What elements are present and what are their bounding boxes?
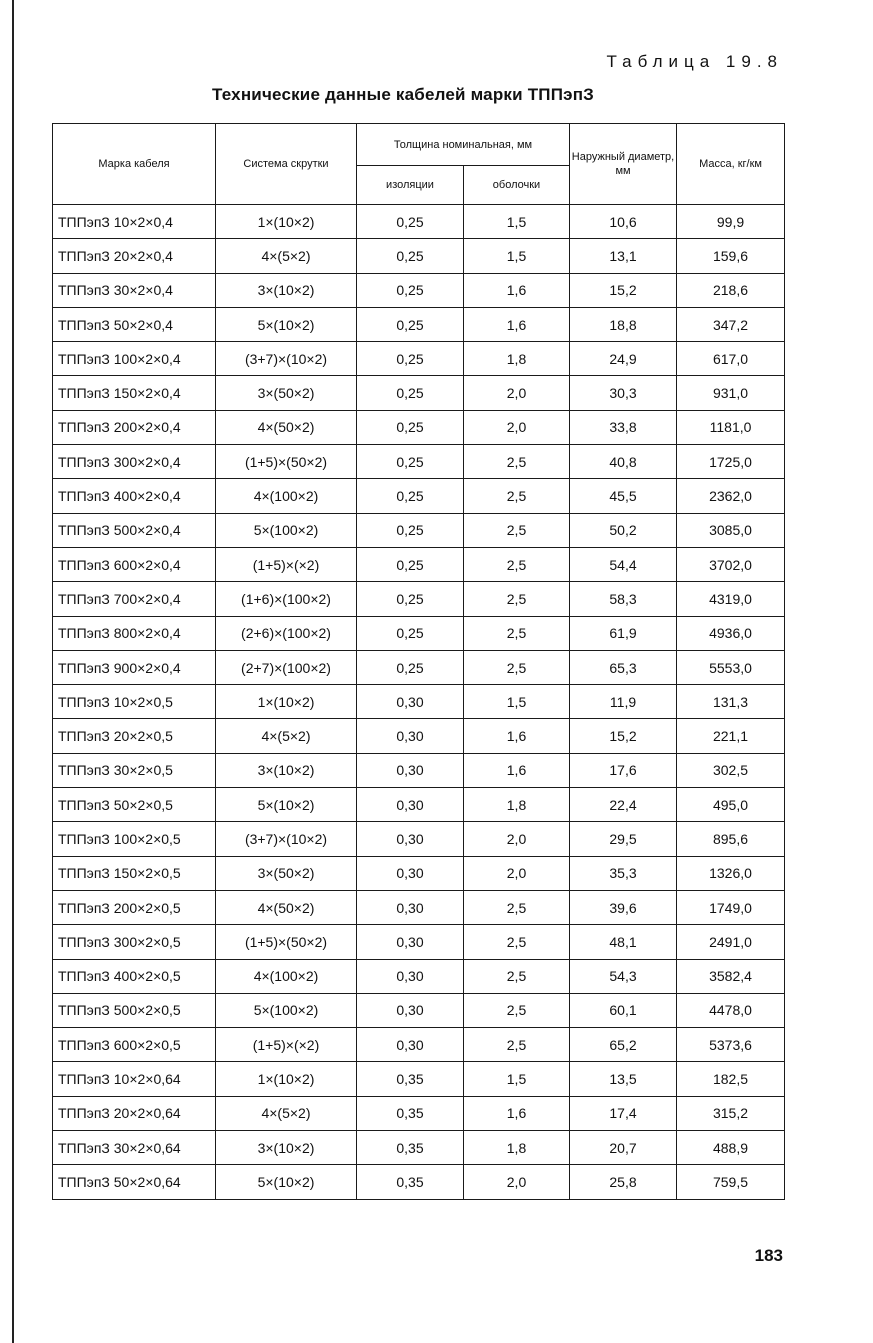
cell-mark: ТППэпЗ 30×2×0,64 bbox=[53, 1131, 216, 1165]
cell-twist-system: (3+7)×(10×2) bbox=[216, 342, 357, 376]
cell-diameter: 22,4 bbox=[570, 788, 677, 822]
cell-diameter: 13,5 bbox=[570, 1062, 677, 1096]
table-body bbox=[53, 205, 785, 1200]
cell-mass: 182,5 bbox=[677, 1062, 785, 1096]
cell-mass: 221,1 bbox=[677, 719, 785, 753]
cell-diameter: 35,3 bbox=[570, 856, 677, 890]
cell-diameter: 65,2 bbox=[570, 1028, 677, 1062]
cell-insulation: 0,30 bbox=[357, 719, 464, 753]
table-row bbox=[53, 685, 785, 719]
cell-sheath: 1,6 bbox=[464, 307, 570, 341]
cell-mass: 159,6 bbox=[677, 239, 785, 273]
table-row bbox=[53, 1096, 785, 1130]
cell-sheath: 2,5 bbox=[464, 890, 570, 924]
table-number-label: Таблица 19.8 bbox=[606, 52, 783, 71]
cell-diameter: 40,8 bbox=[570, 445, 677, 479]
cell-mass: 4319,0 bbox=[677, 582, 785, 616]
cell-diameter: 60,1 bbox=[570, 993, 677, 1027]
cell-mark: ТППэпЗ 100×2×0,5 bbox=[53, 822, 216, 856]
cell-sheath: 1,5 bbox=[464, 1062, 570, 1096]
cell-diameter: 30,3 bbox=[570, 376, 677, 410]
table-row bbox=[53, 753, 785, 787]
cell-diameter: 48,1 bbox=[570, 925, 677, 959]
cell-twist-system: 4×(100×2) bbox=[216, 479, 357, 513]
cell-insulation: 0,30 bbox=[357, 959, 464, 993]
cell-insulation: 0,35 bbox=[357, 1062, 464, 1096]
cell-mass: 218,6 bbox=[677, 273, 785, 307]
cell-mark: ТППэпЗ 500×2×0,4 bbox=[53, 513, 216, 547]
header-mark: Марка кабеля bbox=[53, 124, 216, 205]
table-row bbox=[53, 1062, 785, 1096]
cell-mark: ТППэпЗ 150×2×0,4 bbox=[53, 376, 216, 410]
cell-diameter: 25,8 bbox=[570, 1165, 677, 1199]
page-number: 183 bbox=[754, 1246, 783, 1265]
cell-insulation: 0,25 bbox=[357, 376, 464, 410]
cell-mark: ТППэпЗ 400×2×0,4 bbox=[53, 479, 216, 513]
table-row bbox=[53, 547, 785, 581]
table-title: Технические данные кабелей марки ТППэпЗ bbox=[212, 85, 595, 104]
table-row bbox=[53, 410, 785, 444]
cell-sheath: 2,5 bbox=[464, 993, 570, 1027]
cell-diameter: 17,6 bbox=[570, 753, 677, 787]
cell-mark: ТППэпЗ 200×2×0,4 bbox=[53, 410, 216, 444]
cell-mark: ТППэпЗ 30×2×0,4 bbox=[53, 273, 216, 307]
cell-twist-system: 1×(10×2) bbox=[216, 685, 357, 719]
cell-sheath: 1,6 bbox=[464, 1096, 570, 1130]
table-row bbox=[53, 719, 785, 753]
cell-insulation: 0,25 bbox=[357, 273, 464, 307]
cell-mass: 759,5 bbox=[677, 1165, 785, 1199]
cell-diameter: 54,4 bbox=[570, 547, 677, 581]
table-row bbox=[53, 445, 785, 479]
table-row bbox=[53, 239, 785, 273]
cell-twist-system: (1+5)×(×2) bbox=[216, 547, 357, 581]
cell-mass: 5553,0 bbox=[677, 650, 785, 684]
cell-mark: ТППэпЗ 300×2×0,5 bbox=[53, 925, 216, 959]
cell-twist-system: 4×(100×2) bbox=[216, 959, 357, 993]
table-row bbox=[53, 650, 785, 684]
header-mass: Масса, кг/км bbox=[677, 124, 785, 205]
cell-mark: ТППэпЗ 50×2×0,4 bbox=[53, 307, 216, 341]
cell-mark: ТППэпЗ 10×2×0,64 bbox=[53, 1062, 216, 1096]
cell-sheath: 1,5 bbox=[464, 685, 570, 719]
header-twist-system: Система скрутки bbox=[216, 124, 357, 205]
cell-mark: ТППэпЗ 300×2×0,4 bbox=[53, 445, 216, 479]
cell-insulation: 0,25 bbox=[357, 582, 464, 616]
cell-twist-system: 4×(50×2) bbox=[216, 410, 357, 444]
cell-mass: 3702,0 bbox=[677, 547, 785, 581]
cell-mark: ТППэпЗ 20×2×0,4 bbox=[53, 239, 216, 273]
cell-twist-system: 3×(50×2) bbox=[216, 856, 357, 890]
cell-sheath: 1,5 bbox=[464, 205, 570, 239]
table-row bbox=[53, 959, 785, 993]
cell-diameter: 17,4 bbox=[570, 1096, 677, 1130]
table-row bbox=[53, 788, 785, 822]
cell-diameter: 39,6 bbox=[570, 890, 677, 924]
table-row bbox=[53, 376, 785, 410]
cell-diameter: 15,2 bbox=[570, 719, 677, 753]
cell-insulation: 0,25 bbox=[357, 445, 464, 479]
table-row bbox=[53, 1165, 785, 1199]
cell-mass: 617,0 bbox=[677, 342, 785, 376]
cell-mark: ТППэпЗ 800×2×0,4 bbox=[53, 616, 216, 650]
cell-insulation: 0,25 bbox=[357, 513, 464, 547]
table-row bbox=[53, 513, 785, 547]
table-row bbox=[53, 307, 785, 341]
cell-insulation: 0,30 bbox=[357, 822, 464, 856]
cell-diameter: 10,6 bbox=[570, 205, 677, 239]
cell-mass: 315,2 bbox=[677, 1096, 785, 1130]
cell-twist-system: 3×(10×2) bbox=[216, 753, 357, 787]
cell-twist-system: 1×(10×2) bbox=[216, 1062, 357, 1096]
cell-sheath: 2,5 bbox=[464, 479, 570, 513]
cell-diameter: 54,3 bbox=[570, 959, 677, 993]
table-row bbox=[53, 993, 785, 1027]
table-row bbox=[53, 856, 785, 890]
cell-insulation: 0,30 bbox=[357, 685, 464, 719]
cell-sheath: 2,5 bbox=[464, 959, 570, 993]
cell-sheath: 1,5 bbox=[464, 239, 570, 273]
cell-insulation: 0,25 bbox=[357, 479, 464, 513]
table-row bbox=[53, 925, 785, 959]
cell-sheath: 2,5 bbox=[464, 1028, 570, 1062]
cell-insulation: 0,30 bbox=[357, 1028, 464, 1062]
table-row bbox=[53, 822, 785, 856]
cell-insulation: 0,30 bbox=[357, 925, 464, 959]
cell-twist-system: (1+5)×(50×2) bbox=[216, 445, 357, 479]
cell-insulation: 0,30 bbox=[357, 890, 464, 924]
cell-twist-system: (1+5)×(×2) bbox=[216, 1028, 357, 1062]
cell-diameter: 58,3 bbox=[570, 582, 677, 616]
cell-sheath: 2,5 bbox=[464, 547, 570, 581]
cable-data-table bbox=[52, 123, 785, 1200]
cell-mass: 4478,0 bbox=[677, 993, 785, 1027]
cell-insulation: 0,25 bbox=[357, 342, 464, 376]
cell-twist-system: 5×(10×2) bbox=[216, 1165, 357, 1199]
cell-twist-system: 4×(5×2) bbox=[216, 239, 357, 273]
cell-mass: 495,0 bbox=[677, 788, 785, 822]
cell-twist-system: (3+7)×(10×2) bbox=[216, 822, 357, 856]
cell-insulation: 0,25 bbox=[357, 616, 464, 650]
cell-mark: ТППэпЗ 100×2×0,4 bbox=[53, 342, 216, 376]
cell-mark: ТППэпЗ 400×2×0,5 bbox=[53, 959, 216, 993]
cell-mark: ТППэпЗ 900×2×0,4 bbox=[53, 650, 216, 684]
cell-mass: 99,9 bbox=[677, 205, 785, 239]
cell-diameter: 33,8 bbox=[570, 410, 677, 444]
cell-insulation: 0,25 bbox=[357, 410, 464, 444]
cell-sheath: 1,8 bbox=[464, 788, 570, 822]
cell-insulation: 0,35 bbox=[357, 1096, 464, 1130]
table-row bbox=[53, 1028, 785, 1062]
cell-diameter: 24,9 bbox=[570, 342, 677, 376]
cell-twist-system: (2+6)×(100×2) bbox=[216, 616, 357, 650]
header-outer-diameter: Наружный диаметр, мм bbox=[570, 124, 677, 205]
cell-mass: 2491,0 bbox=[677, 925, 785, 959]
cell-twist-system: 5×(100×2) bbox=[216, 513, 357, 547]
cell-sheath: 1,6 bbox=[464, 753, 570, 787]
cell-diameter: 20,7 bbox=[570, 1131, 677, 1165]
cell-mark: ТППэпЗ 50×2×0,64 bbox=[53, 1165, 216, 1199]
cell-mass: 1749,0 bbox=[677, 890, 785, 924]
cell-insulation: 0,25 bbox=[357, 239, 464, 273]
table-row bbox=[53, 273, 785, 307]
cell-twist-system: (1+5)×(50×2) bbox=[216, 925, 357, 959]
cell-insulation: 0,25 bbox=[357, 307, 464, 341]
cell-mark: ТППэпЗ 700×2×0,4 bbox=[53, 582, 216, 616]
table-row bbox=[53, 342, 785, 376]
cell-sheath: 1,8 bbox=[464, 1131, 570, 1165]
cell-mass: 1326,0 bbox=[677, 856, 785, 890]
cell-mark: ТППэпЗ 30×2×0,5 bbox=[53, 753, 216, 787]
cell-mark: ТППэпЗ 10×2×0,4 bbox=[53, 205, 216, 239]
cell-twist-system: (1+6)×(100×2) bbox=[216, 582, 357, 616]
cell-sheath: 1,8 bbox=[464, 342, 570, 376]
cell-insulation: 0,30 bbox=[357, 856, 464, 890]
cell-mark: ТППэпЗ 150×2×0,5 bbox=[53, 856, 216, 890]
cell-mass: 1181,0 bbox=[677, 410, 785, 444]
cell-diameter: 61,9 bbox=[570, 616, 677, 650]
cell-sheath: 1,6 bbox=[464, 273, 570, 307]
cell-insulation: 0,30 bbox=[357, 788, 464, 822]
cell-mass: 131,3 bbox=[677, 685, 785, 719]
cell-twist-system: 3×(10×2) bbox=[216, 273, 357, 307]
cell-mark: ТППэпЗ 20×2×0,5 bbox=[53, 719, 216, 753]
cell-insulation: 0,30 bbox=[357, 753, 464, 787]
cell-sheath: 2,5 bbox=[464, 925, 570, 959]
cell-twist-system: (2+7)×(100×2) bbox=[216, 650, 357, 684]
cell-diameter: 13,1 bbox=[570, 239, 677, 273]
cell-insulation: 0,25 bbox=[357, 650, 464, 684]
cell-insulation: 0,35 bbox=[357, 1131, 464, 1165]
cell-sheath: 2,5 bbox=[464, 582, 570, 616]
cell-sheath: 1,6 bbox=[464, 719, 570, 753]
cell-insulation: 0,30 bbox=[357, 993, 464, 1027]
cell-mark: ТППэпЗ 600×2×0,4 bbox=[53, 547, 216, 581]
cell-sheath: 2,5 bbox=[464, 513, 570, 547]
cell-diameter: 11,9 bbox=[570, 685, 677, 719]
cell-diameter: 18,8 bbox=[570, 307, 677, 341]
cell-sheath: 2,5 bbox=[464, 445, 570, 479]
cell-mark: ТППэпЗ 50×2×0,5 bbox=[53, 788, 216, 822]
cell-sheath: 2,0 bbox=[464, 376, 570, 410]
table-row bbox=[53, 616, 785, 650]
cell-mark: ТППэпЗ 600×2×0,5 bbox=[53, 1028, 216, 1062]
cell-insulation: 0,35 bbox=[357, 1165, 464, 1199]
cell-insulation: 0,25 bbox=[357, 205, 464, 239]
table-row bbox=[53, 582, 785, 616]
cell-twist-system: 1×(10×2) bbox=[216, 205, 357, 239]
cell-sheath: 2,5 bbox=[464, 616, 570, 650]
cell-mass: 3582,4 bbox=[677, 959, 785, 993]
table-row bbox=[53, 1131, 785, 1165]
cell-twist-system: 3×(10×2) bbox=[216, 1131, 357, 1165]
cell-diameter: 29,5 bbox=[570, 822, 677, 856]
cell-sheath: 2,0 bbox=[464, 1165, 570, 1199]
table-row bbox=[53, 890, 785, 924]
cell-mark: ТППэпЗ 200×2×0,5 bbox=[53, 890, 216, 924]
cell-mark: ТППэпЗ 20×2×0,64 bbox=[53, 1096, 216, 1130]
cell-diameter: 15,2 bbox=[570, 273, 677, 307]
cell-diameter: 50,2 bbox=[570, 513, 677, 547]
cell-twist-system: 5×(10×2) bbox=[216, 307, 357, 341]
page-edge-line bbox=[12, 0, 14, 1343]
cell-mark: ТППэпЗ 500×2×0,5 bbox=[53, 993, 216, 1027]
cell-mass: 5373,6 bbox=[677, 1028, 785, 1062]
cell-mass: 347,2 bbox=[677, 307, 785, 341]
cell-twist-system: 4×(50×2) bbox=[216, 890, 357, 924]
cell-twist-system: 5×(100×2) bbox=[216, 993, 357, 1027]
cell-diameter: 45,5 bbox=[570, 479, 677, 513]
header-nominal-thickness: Толщина номинальная, мм bbox=[357, 124, 570, 166]
cell-diameter: 65,3 bbox=[570, 650, 677, 684]
cell-mass: 488,9 bbox=[677, 1131, 785, 1165]
table-row bbox=[53, 479, 785, 513]
cell-sheath: 2,0 bbox=[464, 410, 570, 444]
cell-mass: 3085,0 bbox=[677, 513, 785, 547]
table-row bbox=[53, 205, 785, 239]
header-insulation: изоляции bbox=[357, 166, 464, 205]
cell-mass: 302,5 bbox=[677, 753, 785, 787]
cell-twist-system: 4×(5×2) bbox=[216, 1096, 357, 1130]
header-sheath: оболочки bbox=[464, 166, 570, 205]
cell-mass: 1725,0 bbox=[677, 445, 785, 479]
cell-twist-system: 5×(10×2) bbox=[216, 788, 357, 822]
cell-insulation: 0,25 bbox=[357, 547, 464, 581]
cell-sheath: 2,0 bbox=[464, 856, 570, 890]
cell-sheath: 2,5 bbox=[464, 650, 570, 684]
cell-mass: 895,6 bbox=[677, 822, 785, 856]
cell-mass: 4936,0 bbox=[677, 616, 785, 650]
cell-twist-system: 3×(50×2) bbox=[216, 376, 357, 410]
cell-mass: 2362,0 bbox=[677, 479, 785, 513]
cell-mark: ТППэпЗ 10×2×0,5 bbox=[53, 685, 216, 719]
cell-sheath: 2,0 bbox=[464, 822, 570, 856]
cell-twist-system: 4×(5×2) bbox=[216, 719, 357, 753]
header-row-top bbox=[53, 124, 785, 166]
cell-mass: 931,0 bbox=[677, 376, 785, 410]
